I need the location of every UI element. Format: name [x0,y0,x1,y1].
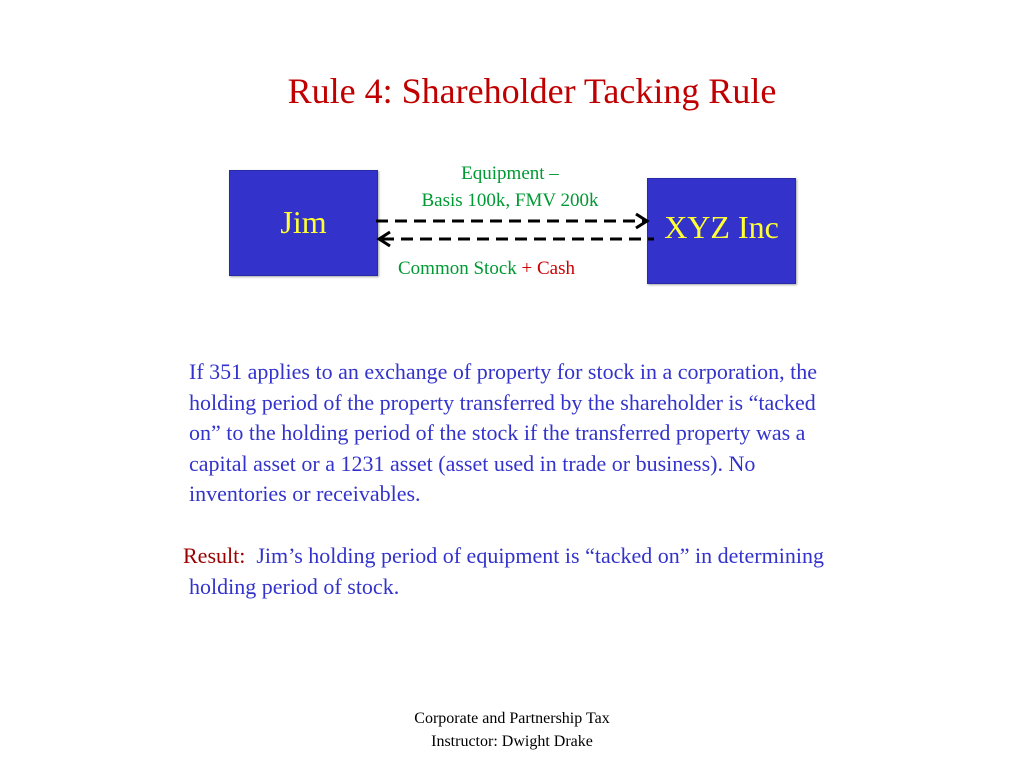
body-line: inventories or receivables. [189,481,421,506]
result-label: Result: [183,543,246,568]
result-text: Jim’s holding period of equipment is “tacked on” in determining [245,543,824,568]
slide-title: Rule 4: Shareholder Tacking Rule [287,71,777,111]
xyz-inc-box [647,178,796,284]
cash-text: Cash [532,258,575,279]
xyz-inc-box-label: XYZ Inc [664,208,779,245]
body-paragraph [189,357,949,510]
body-line: capital asset or a 1231 asset (asset used in trade or business). No [189,450,756,476]
body-line: on” to the holding period of the stock if the transferred property was a [189,420,806,445]
equipment-label [385,160,635,214]
result-paragraph [183,541,983,602]
footer-course: Corporate and Partnership Tax [414,710,610,727]
equipment-label-line2: Basis 100k, FMV 200k [421,190,599,211]
result-line2: holding period of stock. [189,573,400,599]
result-line1 [183,541,983,572]
consideration-label [398,255,575,282]
body-line: holding period of the property transferred by the shareholder is “tacked [189,389,816,415]
common-stock-text: Common Stock [398,258,522,279]
body-line: If 351 applies to an exchange of property for stock in a corporation, the [189,359,818,384]
plus-sign: + [521,258,533,279]
arrow-to-jim [379,232,654,246]
equipment-label-line1: Equipment – [461,163,559,184]
footer-instructor: Instructor: Dwight Drake [431,733,593,750]
jim-box [229,170,378,276]
footer [0,707,1024,753]
jim-box-label: Jim [280,204,327,240]
arrow-to-xyz [376,214,647,228]
